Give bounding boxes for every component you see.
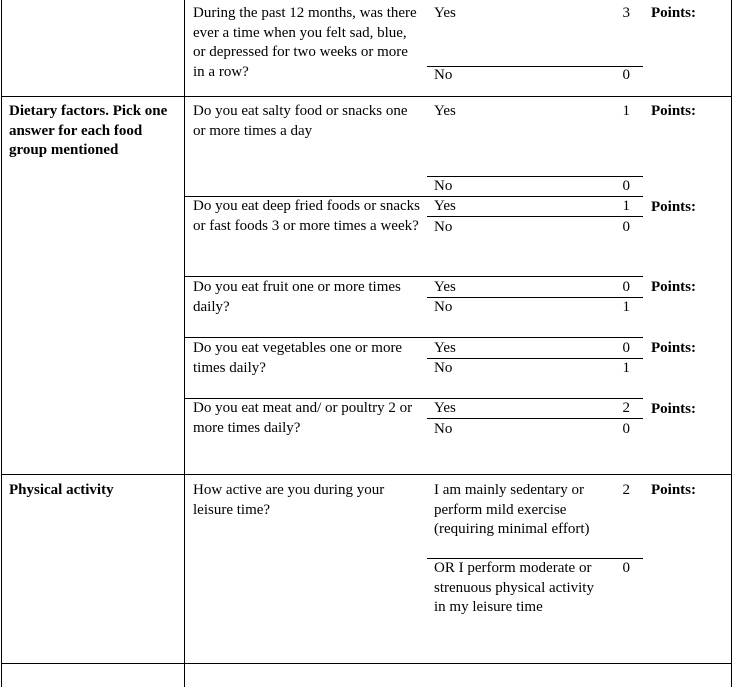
- row-separator: [1, 474, 732, 475]
- answer-label: No: [434, 67, 453, 83]
- table-right-border: [731, 0, 732, 687]
- answer-label: No: [434, 178, 453, 194]
- answer-score: 0: [622, 279, 630, 295]
- answer-label: No: [434, 219, 453, 235]
- answer-label: Yes: [434, 279, 456, 295]
- question-text: Do you eat deep fried foods or snacks or fast foods 3 or more times a week?: [193, 198, 421, 234]
- category-label: Dietary factors. Pick one answer for each food group mentioned: [9, 103, 168, 158]
- answer-score: 3: [622, 5, 630, 21]
- points-label: Points:: [651, 340, 696, 356]
- row-separator: [1, 96, 732, 97]
- question-text: Do you eat fruit one or more times daily?: [193, 279, 401, 315]
- answer-score: 0: [622, 219, 630, 235]
- category-label: Physical activity: [9, 482, 114, 498]
- question-text: Do you eat meat and/ or poultry 2 or more times daily?: [193, 400, 413, 436]
- answer-score: 2: [622, 400, 630, 416]
- answer-label: I am mainly sedentary or perform mild exercise (requiring minimal effort): [434, 482, 590, 537]
- points-label: Points:: [651, 199, 696, 215]
- answer-label: Yes: [434, 400, 456, 416]
- answer-label: No: [434, 421, 453, 437]
- answer-score: 0: [622, 67, 630, 83]
- category-column-divider: [184, 0, 185, 687]
- answer-score: 2: [622, 482, 630, 498]
- answer-score: 1: [622, 360, 630, 376]
- answer-label: Yes: [434, 340, 456, 356]
- question-text: How active are you during your leisure time?: [193, 482, 385, 518]
- answer-score: 0: [622, 340, 630, 356]
- subrow-separator: [184, 276, 643, 277]
- answer-label: Yes: [434, 103, 456, 119]
- question-text: During the past 12 months, was there ever a time when you felt sad, blue, or depressed for two weeks or more in a row?: [193, 5, 417, 80]
- answer-label: Yes: [434, 198, 456, 214]
- points-label: Points:: [651, 401, 696, 417]
- points-label: Points:: [651, 5, 696, 21]
- subrow-separator: [184, 337, 643, 338]
- answer-score: 0: [622, 178, 630, 194]
- points-label: Points:: [651, 103, 696, 119]
- answer-label: Yes: [434, 5, 456, 21]
- answer-score: 1: [622, 103, 630, 119]
- answer-label: OR I perform moderate or strenuous physical activity in my leisure time: [434, 560, 594, 615]
- points-label: Points:: [651, 279, 696, 295]
- answer-score: 0: [622, 421, 630, 437]
- question-text: Do you eat vegetables one or more times daily?: [193, 340, 403, 376]
- question-text: Do you eat salty food or snacks one or more times a day: [193, 103, 408, 139]
- answer-score: 1: [622, 198, 630, 214]
- row-separator: [1, 663, 732, 664]
- points-label: Points:: [651, 482, 696, 498]
- answer-score: 1: [622, 299, 630, 315]
- answer-label: No: [434, 360, 453, 376]
- answer-label: No: [434, 299, 453, 315]
- table-left-border: [1, 0, 2, 687]
- answer-score: 0: [622, 560, 630, 576]
